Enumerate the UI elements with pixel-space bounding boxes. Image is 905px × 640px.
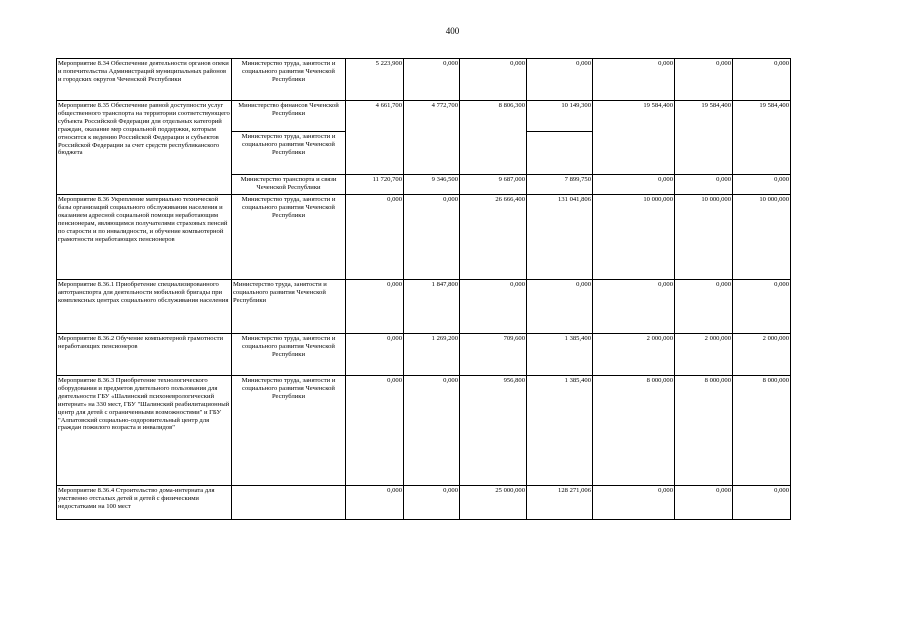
value-cell: 9 687,000 — [460, 175, 527, 195]
value-cell: 0,000 — [346, 280, 404, 334]
value-cell: 0,000 — [404, 195, 460, 280]
value-cell: 5 223,900 — [346, 59, 404, 101]
table-row — [57, 376, 791, 486]
value-cell: 19 584,400 — [733, 101, 791, 175]
executor: Министерство труда, занятости и социального развития Чеченской Республики — [232, 280, 346, 334]
executor: Министерство труда, занятости и социального развития Чеченской Республики — [232, 59, 346, 101]
page-number: 400 — [445, 26, 460, 36]
activity-name: Мероприятие 8.36.1 Приобретение специализированного автотранспорта для деятельности мобильной бригады при комплексных центрах социального обслуживания населения — [57, 280, 232, 334]
value-cell: 2 000,000 — [675, 334, 733, 376]
value-cell: 0,000 — [733, 175, 791, 195]
table-row — [57, 280, 791, 334]
executor: Министерство труда, занятости и социального развития Чеченской Республики — [232, 334, 346, 376]
value-cell: 10 000,000 — [675, 195, 733, 280]
executor — [232, 486, 346, 520]
value-cell: 956,800 — [460, 376, 527, 486]
value-cell: 0,000 — [346, 486, 404, 520]
value-cell: 8 000,000 — [593, 376, 675, 486]
activity-name: Мероприятие 8.35 Обеспечение равной доступности услуг общественного транспорта на территории соответствующего субъекта Российской Федерации для отдельных категорий граждан, оказание мер социальной поддержки, которым относится к ведению Российской Федерации и субъектов Российской Федерации за счет средств республиканского бюджета — [57, 101, 232, 195]
table-row — [57, 195, 791, 280]
value-cell: 19 584,400 — [593, 101, 675, 175]
executor: Министерство труда, занятости и социального развития Чеченской Республики — [232, 132, 346, 175]
value-cell: 128 271,006 — [527, 486, 593, 520]
value-cell: 8 806,300 — [460, 101, 527, 175]
value-cell: 0,000 — [675, 486, 733, 520]
activity-name: Мероприятие 8.36 Укрепление материально технической базы организаций социального обслуживания населения и оказанием адресной социальной помощи неработающим пенсионерам, являющимся получателями страховых пенсий по старости и по инвалидности, и обучение компьютерной грамотности неработающих пенсионеров — [57, 195, 232, 280]
value-cell: 9 346,500 — [404, 175, 460, 195]
value-cell: 0,000 — [404, 376, 460, 486]
value-cell: 0,000 — [593, 280, 675, 334]
value-cell: 4 661,700 — [346, 101, 404, 175]
value-cell: 2 000,000 — [733, 334, 791, 376]
value-cell: 0,000 — [527, 59, 593, 101]
executor: Министерство транспорта и связи Чеченской Республики — [232, 175, 346, 195]
value-cell: 19 584,400 — [675, 101, 733, 175]
value-cell: 7 899,750 — [527, 175, 593, 195]
value-cell: 0,000 — [675, 175, 733, 195]
value-cell: 10 000,000 — [593, 195, 675, 280]
table-row — [57, 486, 791, 520]
executor: Министерство финансов Чеченской Республики — [232, 101, 346, 132]
value-cell: 0,000 — [675, 280, 733, 334]
value-cell: 8 000,000 — [675, 376, 733, 486]
table-row — [57, 334, 791, 376]
value-cell: 0,000 — [346, 376, 404, 486]
value-cell: 2 000,000 — [593, 334, 675, 376]
value-cell: 0,000 — [593, 59, 675, 101]
value-cell: 1 385,400 — [527, 334, 593, 376]
value-cell: 1 269,200 — [404, 334, 460, 376]
value-cell: 0,000 — [346, 334, 404, 376]
value-cell: 1 385,400 — [527, 376, 593, 486]
value-cell: 0,000 — [733, 486, 791, 520]
value-cell: 25 000,000 — [460, 486, 527, 520]
value-cell: 1 847,800 — [404, 280, 460, 334]
activity-name: Мероприятие 8.36.2 Обучение компьютерной грамотности неработающих пенсионеров — [57, 334, 232, 376]
value-cell: 0,000 — [527, 280, 593, 334]
value-cell: 11 720,700 — [346, 175, 404, 195]
executor: Министерство труда, занятости и социального развития Чеченской Республики — [232, 195, 346, 280]
value-cell: 0,000 — [675, 59, 733, 101]
value-cell: 0,000 — [460, 280, 527, 334]
executor: Министерство труда, занятости и социального развития Чеченской Республики — [232, 376, 346, 486]
value-cell: 0,000 — [346, 195, 404, 280]
value-cell: 10 000,000 — [733, 195, 791, 280]
value-cell: 0,000 — [733, 280, 791, 334]
budget-table — [56, 58, 791, 520]
value-cell — [527, 132, 593, 175]
value-cell: 26 666,400 — [460, 195, 527, 280]
value-cell: 0,000 — [404, 59, 460, 101]
activity-name: Мероприятие 8.34 Обеспечение деятельности органов опеки и попечительства Администраций муниципальных районов и городских округов Чеченской Республики — [57, 59, 232, 101]
value-cell: 0,000 — [593, 175, 675, 195]
value-cell: 0,000 — [733, 59, 791, 101]
activity-name: Мероприятие 8.36.4 Строительство дома-интерната для умственно отсталых детей и детей с физическими недостатками на 100 мест — [57, 486, 232, 520]
value-cell: 0,000 — [460, 59, 527, 101]
value-cell: 131 041,806 — [527, 195, 593, 280]
value-cell: 10 149,300 — [527, 101, 593, 132]
value-cell: 709,600 — [460, 334, 527, 376]
table-row — [57, 101, 791, 132]
value-cell: 0,000 — [593, 486, 675, 520]
activity-name: Мероприятие 8.36.3 Приобретение технологического оборудования и предметов длительного пользования для деятельности ГБУ «Шалинский психоневрологический интернат» на 330 мест, ГБУ "Шалинский реабилитационный центр для детей с ограниченными возможностями" и ГБУ "Алпатовский социально-оздоровительный центр для граждан пожилого возраста и инвалидов" — [57, 376, 232, 486]
value-cell: 4 772,700 — [404, 101, 460, 175]
value-cell: 0,000 — [404, 486, 460, 520]
value-cell: 8 000,000 — [733, 376, 791, 486]
table-row — [57, 59, 791, 101]
